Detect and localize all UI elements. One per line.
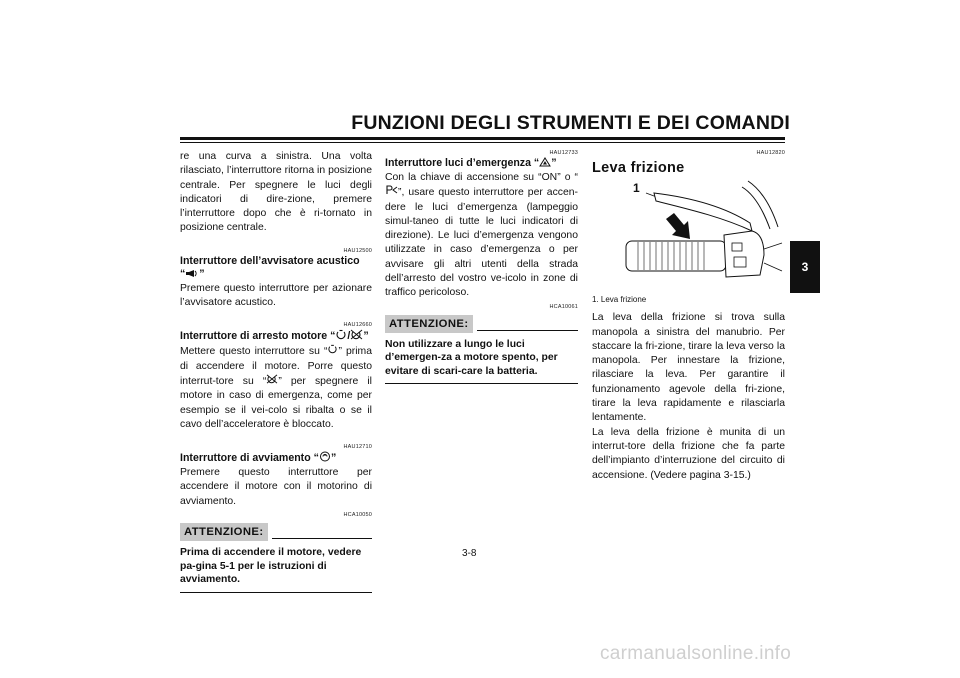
warning-text: Non utilizzare a lungo le luci d’emergen-za a motore spento, per evitare di scari-care la batteria. <box>385 338 558 377</box>
page-title: FUNZIONI DEGLI STRUMENTI E DEI COMANDI <box>351 112 790 134</box>
title-rule-thin <box>180 142 785 143</box>
title-rule-thick <box>180 137 785 140</box>
engine-stop-icon <box>266 376 278 387</box>
warning-label: ATTENZIONE: <box>385 315 473 333</box>
hazard-switch-body: Con la chiave di accensione su “ON” o “”, usare questo interruttore per accen-dere le luci d’emergenza (lampeggio simul-taneo di tutte le luci indicatori di direzione). Le luci d’emergenza vengono utilizzate in caso d’emergenza o per avvisare gli altri utenti della strada dell’arresto del vostro ve-icolo in zone di traffico pericoloso. <box>385 172 578 299</box>
clutch-lever-figure <box>592 179 785 291</box>
engine-run-icon <box>327 346 338 357</box>
horn-icon <box>185 269 199 282</box>
hazard-triangle-icon <box>539 157 551 171</box>
ref-code: HAU12500 <box>343 247 372 254</box>
ref-code: HCA10050 <box>343 512 372 519</box>
engine-stop-icon <box>350 329 363 344</box>
ref-code: HAU12660 <box>343 322 372 329</box>
warning-rule <box>272 538 372 539</box>
warning-header <box>385 315 578 333</box>
engine-stop-body: Mettere questo interruttore su “ ” prima di accendere il motore. Porre questo interrut-tore su “ ” per spegnere il motore in caso di emergenza, come per esempio se il vei-colo si ribalta o se il cavo dell’acceleratore è bloccato. <box>180 346 372 430</box>
engine-run-icon <box>335 329 347 344</box>
horn-switch-heading: Interruttore dell’avvisatore acustico “ ” <box>180 254 360 280</box>
starter-switch-heading: Interruttore di avviamento “ ” <box>180 452 337 465</box>
figure-caption: 1. Leva frizione <box>592 295 647 305</box>
intro-paragraph: re una curva a sinistra. Una volta rilasciato, l’interruttore ritorna in posizione centrale. Per spegnere le luci degli indicatori di dire-zione, premere l’interruttore dopo che è ri-tornato in posizione centrale. <box>180 151 372 234</box>
warning-header <box>180 523 372 541</box>
page-number: 3-8 <box>462 548 477 559</box>
warning-text: Prima di accendere il motore, vedere pa-gina 5-1 per le istruzioni di avviamento. <box>180 547 362 586</box>
chapter-tab: 3 <box>790 241 820 293</box>
parking-icon <box>385 187 398 198</box>
ref-code: HAU12733 <box>549 150 578 156</box>
clutch-body-1: La leva della frizione si trova sulla manopola a sinistra del manubrio. Per staccare la fri-zione, tirare la leva verso la manopola. Per innestare la frizione, rilasciare la leva. Per garantire il funzionamento agevole della fri-zione, tirare la leva rapidamente e rilasciarla lentamente. <box>592 312 785 424</box>
starter-switch-body: Premere questo interruttore per accendere il motore con il motorino di avviamento. <box>180 467 372 507</box>
warning-rule <box>477 330 578 331</box>
column-middle <box>385 150 578 384</box>
column-right <box>592 150 785 483</box>
hazard-switch-heading: Interruttore luci d’emergenza “ ” <box>385 157 557 169</box>
ref-code: HAU12710 <box>343 444 372 451</box>
warning-label: ATTENZIONE: <box>180 523 268 541</box>
watermark: carmanualsonline.info <box>600 643 792 664</box>
column-left <box>180 150 372 593</box>
figure-number: 1 <box>633 181 640 196</box>
clutch-lever-illustration <box>592 179 785 291</box>
ref-code: HAU12820 <box>756 150 785 156</box>
horn-switch-body: Premere questo interruttore per azionare l’avvisatore acustico. <box>180 282 372 309</box>
starter-icon <box>319 451 331 466</box>
engine-stop-heading: Interruttore di arresto motore “ / ” <box>180 330 369 343</box>
clutch-body-2: La leva della frizione è munita di un interrut-tore della frizione che fa parte dell’impianto d’interruzione del circuito di accensione. (Vedere pagina 3-15.) <box>592 426 785 481</box>
warning-bottom-rule <box>385 383 578 384</box>
ref-code: HCA10061 <box>549 303 578 310</box>
section-title: Leva frizione <box>592 160 685 176</box>
warning-bottom-rule <box>180 592 372 593</box>
arrow-icon <box>666 213 690 239</box>
